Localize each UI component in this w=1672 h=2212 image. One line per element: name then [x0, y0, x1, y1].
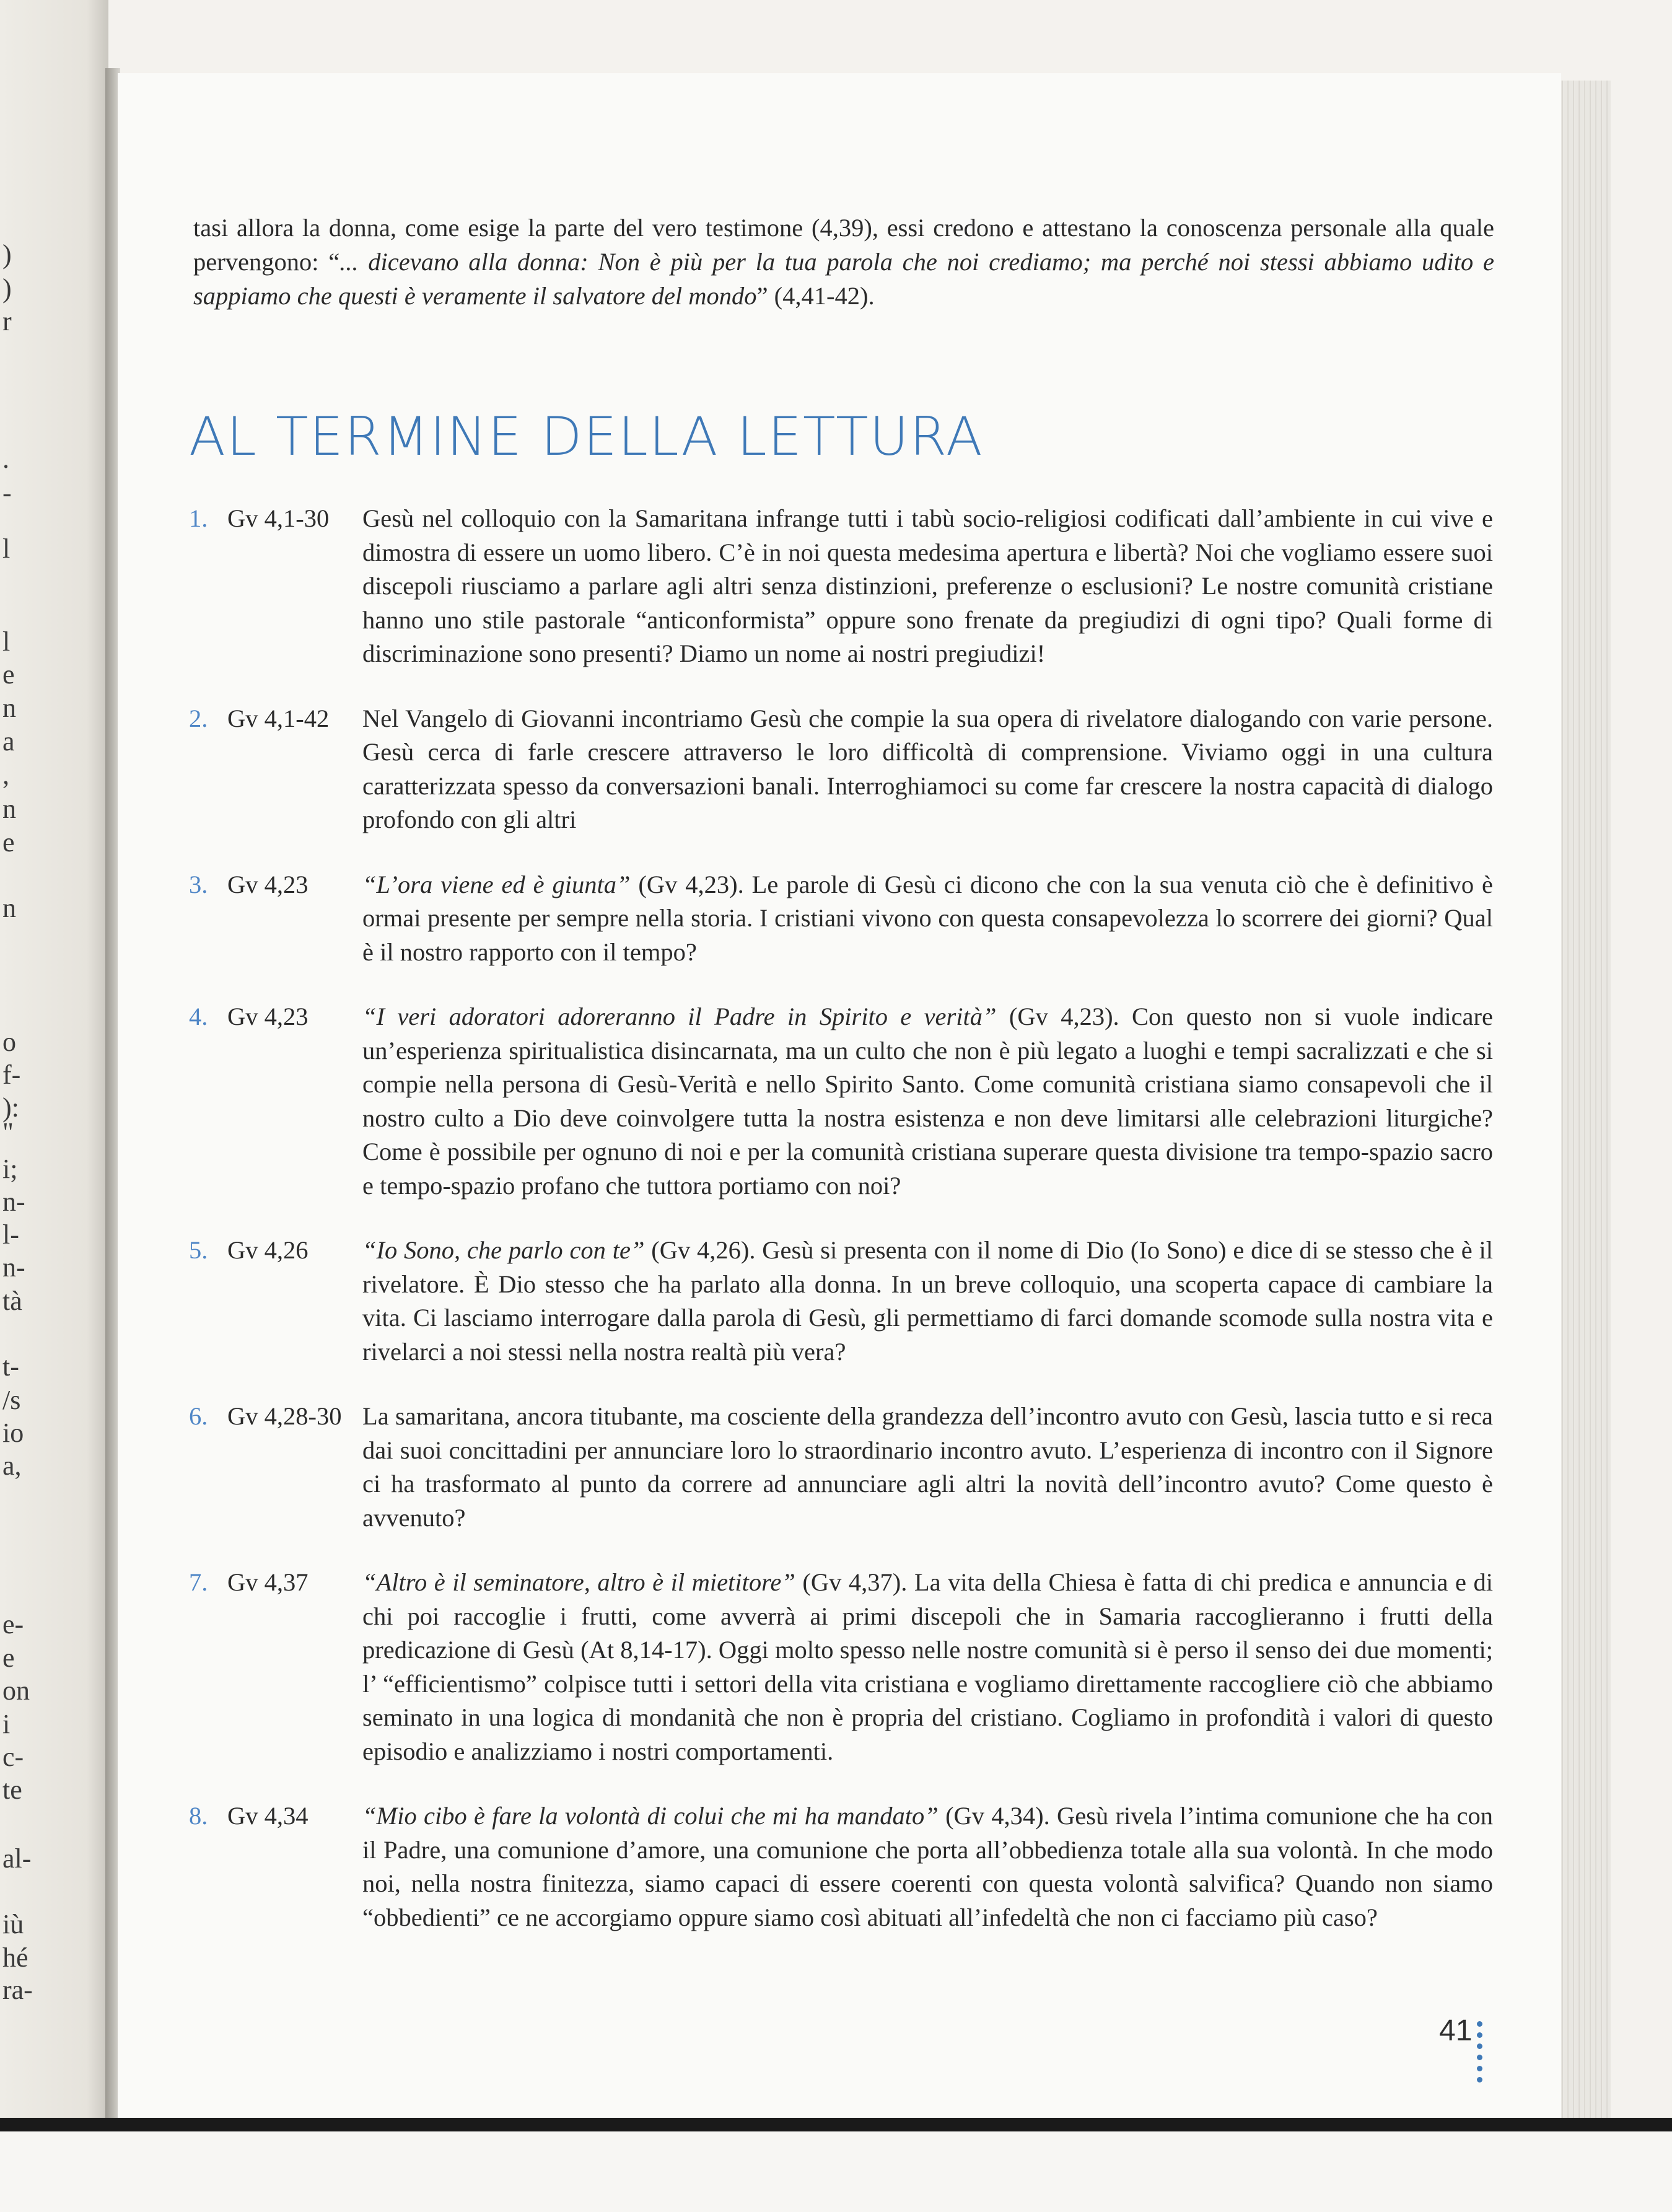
left-page-fragment: n- [2, 1252, 25, 1283]
item-body: (Gv 4,34). Gesù rivela l’intima comunione che ha con il Padre, una comunione d’amore, una comunione che porta all’obbedienza totale alla sua volontà. In che modo noi, nella nostra finitezza, siamo capaci di essere coerenti con questa volontà salvifica? Quando non siamo “obbedienti” ce ne accorgiamo oppure siamo così abituati all’infedeltà che non ci facciamo più caso? [362, 1802, 1493, 1931]
intro-text-end: ” (4,41-42). [756, 282, 875, 310]
left-page-fragment: , [2, 760, 9, 790]
item-text [362, 868, 1493, 970]
item-reference: Gv 4,23 [227, 870, 309, 898]
left-page-fragment: a [2, 726, 15, 757]
page-number: 41 [1439, 2014, 1473, 2047]
item-body: (Gv 4,23). Le parole di Gesù ci dicono che con la sua venuta ciò che è definitivo è ormai presente per sempre nella storia. I cristiani vivono con questa consapevolezza lo scorrere dei giorni? Qual è il nostro rapporto con il tempo? [362, 870, 1494, 966]
left-page-fragment: r [2, 306, 12, 336]
question-list [189, 502, 1493, 1965]
item-text [362, 1234, 1493, 1369]
left-page-fragment: - [2, 478, 12, 508]
item-number: 6. [189, 1402, 208, 1430]
left-page-fragment: al- [2, 1843, 32, 1874]
left-page-fragment: o [2, 1027, 16, 1057]
left-page-fragment: ra- [2, 1975, 33, 2005]
left-page-fragment: " [2, 1117, 14, 1148]
item-text [362, 1000, 1493, 1203]
item-body: Gesù nel colloquio con la Samaritana infrange tutti i tabù socio-religiosi codificati dall’ambiente in cui vive e dimostra di essere un uomo libero. C’è in noi questa medesima apertura e libertà? Noi che vogliamo essere suoi discepoli riusciamo a parlare agli altri senza distinzioni, preferenze o esclusioni? Le nostre comunità cristiane hanno uno stile pastorale “anticonformista” oppure sono frenate da pregiudizi di ogni tipo? Quali forme di discriminazione sono presenti? Diamo un nome ai nostri pregiudizi! [362, 504, 1493, 667]
left-page-fragment: te [2, 1775, 22, 1805]
item-body: (Gv 4,37). La vita della Chiesa è fatta di chi predica e annuncia e di chi poi raccoglie i frutti, come avverrà ai primi discepoli che in Samaria raccoglieranno i frutti della predicazione di Gesù (At 8,14-17). Oggi molto spesso nelle nostre comunità si è perso il senso dei due momenti; l’ “efficientismo” colpisce tutti i settori della vita cristiana e vogliamo direttamente raccogliere ciò che abbiamo seminato in una logica di mondanità che non è propria del cristiano. Cogliamo in profondità i valori di questo episodio e analizziamo i nostri comportamenti. [362, 1568, 1493, 1765]
intro-text-start: tasi allora la donna, come esige la parte del vero testimone (4,39), essi credono e attestano la conoscenza personale alla quale pervengono: “ [193, 214, 1494, 276]
item-text [362, 502, 1493, 671]
item-body: (Gv 4,26). Gesù si presenta con il nome di Dio (Io Sono) e dice di se stesso che è il rivelatore. È Dio stesso che ha parlato alla donna. In un breve colloquio, una scoperta capace di cambiare la vita. Ci lasciamo interrogare dalla parola di Gesù, gli permettiamo di farci domande scomode sulla nostra vita e rivelarci a noi stessi nella nostra realtà più vera? [362, 1236, 1493, 1366]
left-page-fragment: ) [2, 273, 12, 304]
question-item [189, 1234, 1493, 1369]
left-page-fragment: f- [2, 1060, 21, 1090]
left-page-fragment: tà [2, 1286, 22, 1316]
book-bottom-edge [0, 2118, 1672, 2131]
item-number: 4. [189, 1003, 208, 1030]
left-page-fragment: n [2, 893, 16, 923]
left-page-fragment: l- [2, 1219, 19, 1250]
item-reference: Gv 4,23 [227, 1003, 309, 1030]
item-body: Nel Vangelo di Giovanni incontriamo Gesù che compie la sua opera di rivelatore dialogando con varie persone. Gesù cerca di farle crescere attraverso le loro difficoltà di comprensione. Viviamo oggi in una cultura caratterizzata spesso da conversazioni banali. Interroghiamoci su come far crescere la nostra capacità di dialogo profondo con gli altri [362, 704, 1493, 833]
section-heading: AL TERMINE DELLA LETTURA [189, 406, 984, 468]
item-number: 2. [189, 704, 208, 732]
item-number: 5. [189, 1236, 208, 1264]
item-number: 7. [189, 1568, 208, 1596]
intro-paragraph [193, 211, 1494, 313]
page-edges [1558, 81, 1611, 2125]
left-facing-page [0, 0, 108, 2131]
left-page-fragment: a, [2, 1451, 22, 1481]
item-reference: Gv 4,1-30 [227, 504, 330, 532]
item-quote: “Altro è il seminatore, altro è il mietitore” [362, 1568, 795, 1596]
item-number: 3. [189, 870, 208, 898]
question-item [189, 502, 1493, 671]
question-item [189, 1799, 1493, 1934]
item-reference: Gv 4,26 [227, 1236, 309, 1264]
left-page-fragment: i; [2, 1154, 18, 1184]
page-number-dots-decoration [1477, 2021, 1483, 2088]
left-page-fragment: e [2, 659, 15, 690]
question-item [189, 1566, 1493, 1768]
left-page-fragment: e [2, 827, 15, 858]
left-page-fragment: ): [2, 1092, 19, 1123]
left-page-fragment: n [2, 693, 16, 723]
item-text [362, 702, 1493, 837]
left-page-fragment: on [2, 1675, 30, 1706]
item-reference: Gv 4,1-42 [227, 704, 330, 732]
item-text [362, 1799, 1493, 1934]
question-item [189, 1400, 1493, 1535]
item-reference: Gv 4,28-30 [227, 1402, 342, 1430]
left-page-fragment: . [2, 444, 9, 474]
left-page-fragment: ) [2, 239, 12, 270]
item-quote: “Mio cibo è fare la volontà di colui che mi ha mandato” [362, 1802, 939, 1830]
item-number: 8. [189, 1802, 208, 1830]
item-reference: Gv 4,34 [227, 1802, 309, 1830]
left-page-fragment: i [2, 1709, 11, 1739]
item-quote: “I veri adoratori adoreranno il Padre in Spirito e verità” [362, 1003, 997, 1030]
left-page-fragment: iù [2, 1909, 24, 1939]
question-item [189, 868, 1493, 970]
left-page-fragment: e- [2, 1609, 24, 1639]
scan-background [0, 2131, 1672, 2212]
left-page-fragment: io [2, 1418, 24, 1448]
intro-quote: ... dicevano alla donna: Non è più per la tua parola che noi crediamo; ma perché noi stessi abbiamo udito e sappiamo che questi è veramente il salvatore del mondo [193, 248, 1494, 310]
left-page-fragment: l [2, 533, 11, 564]
item-body: La samaritana, ancora titubante, ma cosciente della grandezza dell’incontro avuto con Gesù, lascia tutto e si reca dai suoi concittadini per annunciare loro lo straordinario incontro avuto. L’esperienza di incontro con il Signore ci ha trasformato al punto da correre ad annunciare agli altri la novità dell’incontro avuto? Come questo è avvenuto? [362, 1402, 1493, 1532]
left-page-fragment: t- [2, 1351, 19, 1382]
item-body: (Gv 4,23). Con questo non si vuole indicare un’esperienza spiritualistica disincarnata, ma un culto che non è più legato a luoghi e tempi sacralizzati e che si compie nella persona di Gesù-Verità e nello Spirito Santo. Come comunità cristiana siamo consapevoli che il nostro culto a Dio deve coinvolgere tutta la nostra esistenza e non deve limitarsi alle celebrazioni liturgiche? Come è possibile per ognuno di noi e per la comunità cristiana superare questa divisione tra tempo-spazio sacro e tempo-spazio profano che tuttora portiamo con noi? [362, 1003, 1493, 1200]
left-page-fragment: l [2, 626, 11, 657]
item-text [362, 1566, 1493, 1768]
question-item [189, 1000, 1493, 1203]
question-item [189, 702, 1493, 837]
left-page-fragment: e [2, 1643, 15, 1673]
item-number: 1. [189, 504, 208, 532]
left-page-fragment: n- [2, 1187, 25, 1217]
item-quote: “L’ora viene ed è giunta” [362, 870, 631, 898]
left-page-fragment: n [2, 794, 16, 824]
left-page-fragment: c- [2, 1742, 24, 1772]
left-page-fragment: hé [2, 1942, 28, 1973]
left-page-fragment: /s [2, 1385, 21, 1415]
item-reference: Gv 4,37 [227, 1568, 309, 1596]
item-quote: “Io Sono, che parlo con te” [362, 1236, 645, 1264]
item-text [362, 1400, 1493, 1535]
